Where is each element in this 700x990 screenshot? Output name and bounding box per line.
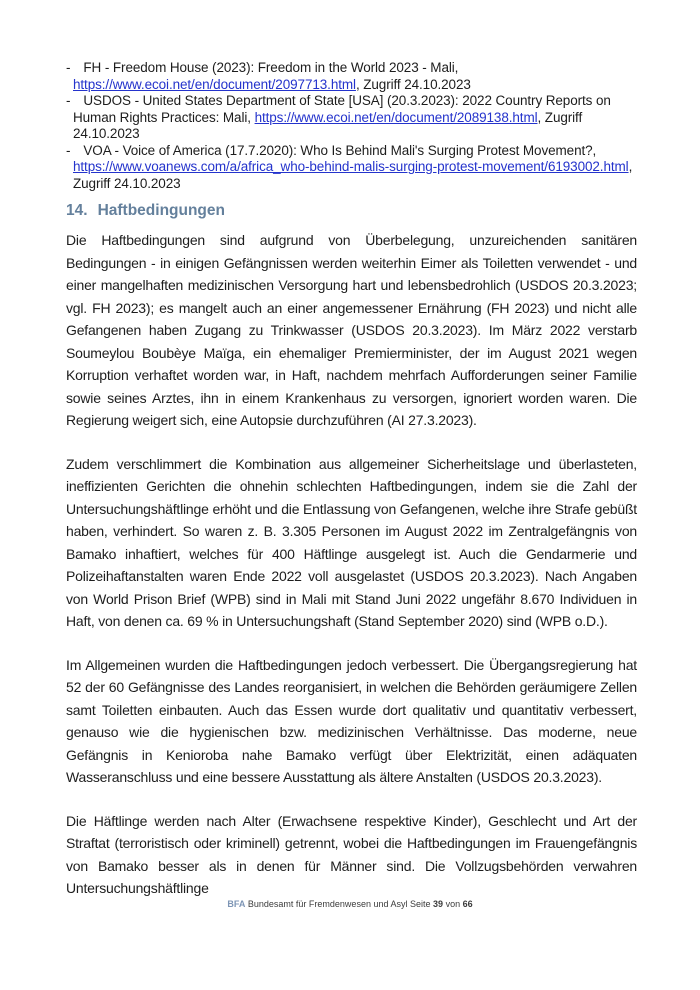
- footer-of-label: von: [445, 899, 461, 909]
- page-content: [66, 60, 637, 921]
- footer-page-label: Seite: [410, 899, 431, 909]
- source-link[interactable]: https://www.ecoi.net/en/document/2089138.html: [254, 109, 538, 125]
- source-text-post: , Zugriff 24.10.2023: [355, 76, 471, 92]
- source-text-post: , Zugriff 24.10.2023: [73, 159, 633, 191]
- source-item: [66, 60, 637, 93]
- body-text: [66, 229, 637, 900]
- source-text-pre: USDOS - United States Department of State [USA] (20.3.2023): 2022 Country Reports on Human Rights Practices: Mali,: [73, 93, 611, 125]
- body-paragraph: Im Allgemeinen wurden die Haftbedingungen jedoch verbessert. Die Übergangsregierung hat 52 der 60 Gefängnisse des Landes reorganisiert, in welchen die Behörden geräumigere Zellen samt Toiletten einbauten. Auch das Essen wurde dort qualitativ und quantitativ verbessert, genauso wie die hygienischen bzw. medizinischen Verhältnisse. Das moderne, neue Gefängnis in Kenioroba nahe Bamako verfügt über Elektrizität, einen adäquaten Wasseranschluss und eine bessere Ausstattung als ältere Anstalten (USDOS 20.3.2023).: [66, 656, 637, 785]
- source-link[interactable]: https://www.ecoi.net/en/document/2097713.html: [73, 76, 356, 92]
- source-text-pre: VOA - Voice of America (17.7.2020): Who Is Behind Mali's Surging Protest Movement?,: [83, 142, 597, 158]
- source-item: [66, 143, 637, 193]
- source-text-post: , Zugriff 24.10.2023: [73, 109, 583, 141]
- source-link[interactable]: https://www.voanews.com/a/africa_who-behind-malis-surging-protest-movement/6193002.html: [73, 159, 629, 174]
- section-heading: [66, 201, 637, 221]
- list-dash: -: [66, 60, 71, 75]
- list-dash: -: [66, 142, 71, 158]
- section-number: 14.: [66, 202, 88, 219]
- footer-org: Bundesamt für Fremdenwesen und Asyl: [247, 899, 408, 909]
- body-paragraph: Die Häftlinge werden nach Alter (Erwachsene respektive Kinder), Geschlecht und Art der Straftat (terroristisch oder kriminell) getrennt, wobei die Haftbedingungen im Frauengefängnis von Bamako besser als in denen für Männer sind. Die Vollzugsbehörden verwahren Untersuchungshäftlinge: [66, 812, 637, 896]
- source-item: [66, 93, 637, 143]
- bfa-logo: BFA: [227, 899, 246, 909]
- body-paragraph: Zudem verschlimmert die Kombination aus allgemeiner Sicherheitslage und überlasteten, ineffizienten Gerichten die ohnehin schlechten Haftbedingungen, indem sie die Zahl der Untersuchungshäftlinge erhöht und die Entlassung von Gefangenen, welche ihre Strafe gebüßt haben, verhindert. So waren z. B. 3.305 Personen im August 2022 im Zentralgefängnis von Bamako inhaftiert, welches für 400 Häftlinge ausgelegt ist. Auch die Gendarmerie und Polizeihaftanstalten waren Ende 2022 voll ausgelastet (USDOS 20.3.2023). Nach Angaben von World Prison Brief (WPB) sind in Mali mit Stand Juni 2022 ungefähr 8.670 Individuen in Haft, von denen ca. 69 % in Untersuchungshaft (Stand September 2020) sind (WPB o.D.).: [66, 455, 637, 629]
- footer-page-number: 39: [433, 899, 444, 909]
- section-title: Haftbedingungen: [97, 202, 225, 219]
- list-dash: -: [66, 93, 71, 108]
- footer-page-total: 66: [462, 899, 473, 909]
- source-list: [66, 60, 637, 192]
- source-text-pre: FH - Freedom House (2023): Freedom in the World 2023 - Mali,: [83, 60, 459, 75]
- body-paragraph: Die Haftbedingungen sind aufgrund von Überbelegung, unzureichenden sanitären Bedingungen - in einigen Gefängnissen werden weiterhin Eimer als Toiletten verwendet - und einer mangelhaften medizinischen Versorgung hart und lebensbedrohlich (USDOS 20.3.2023; vgl. FH 2023); es mangelt auch an einer angemessener Ernährung (FH 2023) und nicht alle Gefangenen haben Zugang zu Trinkwasser (USDOS 20.3.2023). Im März 2022 verstarb Soumeylou Boubèye Maïga, ein ehemaliger Premierminister, der im August 2021 wegen Korruption verhaftet worden war, in Haft, nachdem mehrfach Aufforderungen seiner Familie sowie seines Arztes, ihn in einem Krankenhaus zu versorgen, ignoriert worden waren. Die Regierung weigert sich, eine Autopsie durchzuführen (AI 27.3.2023).: [66, 232, 637, 428]
- page-footer: [0, 898, 700, 910]
